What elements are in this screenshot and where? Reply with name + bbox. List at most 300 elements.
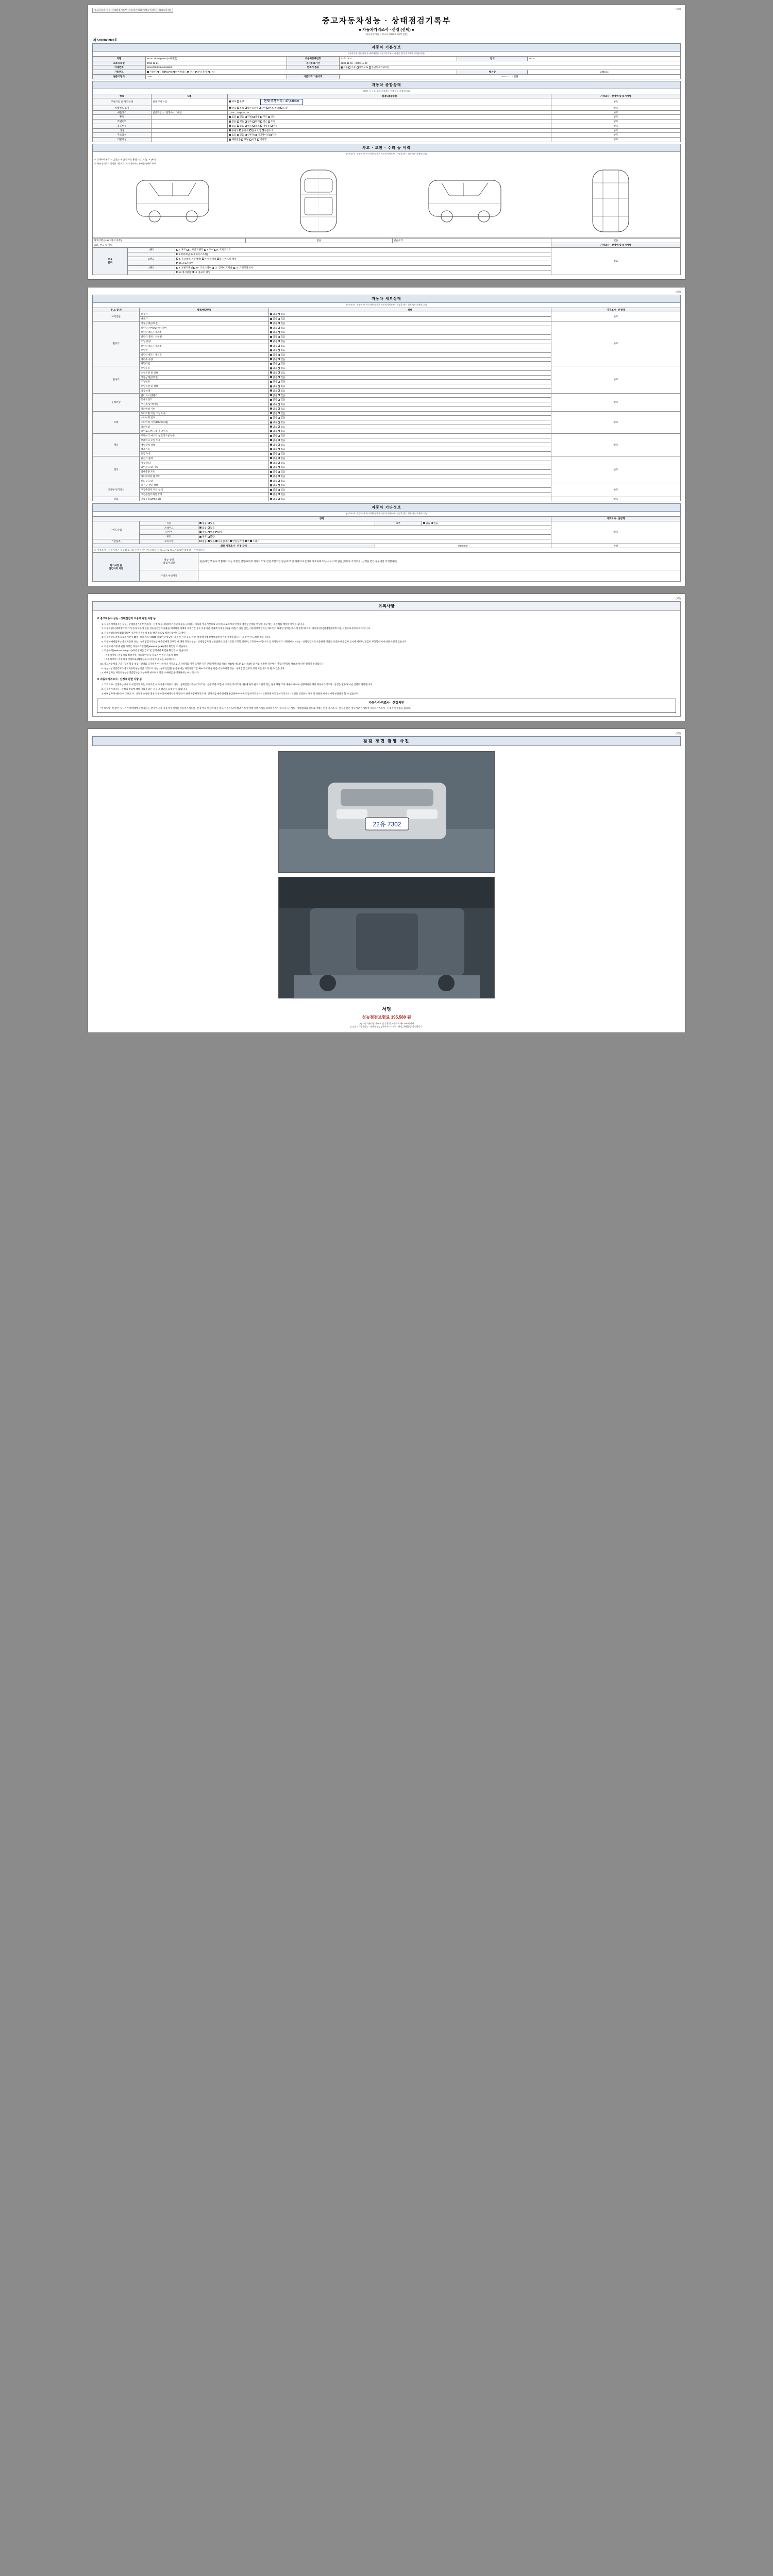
fuel-opt-6[interactable]: 기타 bbox=[208, 71, 215, 73]
status-opt[interactable]: 있음 bbox=[278, 426, 285, 428]
car-underbody-photo-icon bbox=[279, 877, 495, 998]
color-opt-2[interactable]: 전체도색 bbox=[249, 129, 261, 132]
use-opt-2[interactable]: 렌트 bbox=[245, 125, 252, 127]
status-opt[interactable]: 있음 bbox=[278, 498, 285, 500]
fuel-opt-4[interactable]: 전기 bbox=[187, 71, 194, 73]
detail-note: 양호 bbox=[551, 366, 680, 393]
emission-hc: 220ppm bbox=[236, 111, 245, 114]
etc-opts-4 bbox=[198, 539, 551, 544]
header-content: 내용 bbox=[152, 94, 228, 98]
table-row bbox=[93, 70, 681, 75]
use-opt-3[interactable]: 리스 bbox=[253, 125, 260, 127]
part-opt[interactable]: 11. 인사이드패널 bbox=[212, 266, 232, 269]
color-opt-0[interactable]: 무채색 bbox=[229, 129, 238, 132]
status-opt[interactable]: 없음 bbox=[270, 353, 277, 356]
status-opt[interactable]: 있음 bbox=[278, 345, 285, 347]
table-row bbox=[93, 393, 681, 398]
overall-detail-3 bbox=[228, 115, 551, 120]
rank-1-options bbox=[175, 248, 551, 252]
basic-info-band: 자동차 기본정보 bbox=[92, 43, 681, 52]
overall-item-0: 주행거리 및 계기상태 bbox=[93, 98, 152, 106]
status-opt[interactable]: 있음 bbox=[278, 367, 285, 369]
status-opt[interactable]: 있음 bbox=[278, 475, 285, 478]
value-inspection-period: 2008-11-01 ~ 2009-11-00 bbox=[340, 61, 681, 65]
recall-opt-3[interactable]: 미이행 bbox=[257, 138, 266, 141]
status-opt[interactable]: 없음 bbox=[270, 439, 277, 442]
recall-opt-0[interactable]: 해당없음 bbox=[229, 138, 241, 141]
part-opt[interactable]: 5.쿼터패널 4)(휠하우스포함) bbox=[176, 253, 208, 256]
status-opt[interactable]: 있음 bbox=[278, 480, 285, 482]
detail-part: 실내송풍 모터 bbox=[140, 470, 269, 474]
etc-opt[interactable]: 불량 bbox=[215, 531, 223, 533]
table-row bbox=[93, 548, 681, 553]
tuning-opt-4[interactable]: 구조 bbox=[260, 115, 267, 118]
status-opt[interactable]: 없음 bbox=[270, 340, 277, 343]
status-opt[interactable]: 있음 bbox=[278, 444, 285, 446]
status-opt[interactable]: 있음 bbox=[278, 313, 285, 315]
status-opt[interactable]: 없음 bbox=[270, 416, 277, 419]
appraisal-note-text bbox=[198, 570, 681, 582]
detail-group-engine: 원동기 bbox=[93, 321, 140, 366]
table-row bbox=[93, 544, 681, 548]
accident-band: 사고 · 교환 · 수리 등 이력 bbox=[92, 144, 681, 152]
vin-opt-3[interactable]: 상이 bbox=[259, 107, 266, 109]
overall-detail-0 bbox=[228, 98, 551, 106]
tuning-opt-0[interactable]: 없음 bbox=[229, 115, 236, 118]
status-opt[interactable]: 있음 bbox=[278, 358, 285, 361]
overall-item-4: 특별이력 bbox=[93, 120, 152, 124]
use-opt-5[interactable]: 관용 bbox=[271, 125, 278, 127]
etc-opt[interactable]: 양호 bbox=[199, 535, 207, 538]
rank-1-label: 1랭크 bbox=[128, 248, 175, 252]
trans-opt-3[interactable]: 무단변속기(CVT) bbox=[369, 66, 389, 69]
status-opt[interactable]: 없음 bbox=[270, 421, 277, 423]
etc-opt[interactable]: 없음 bbox=[423, 522, 430, 524]
status-opt[interactable]: 없음 bbox=[270, 389, 277, 392]
hist-opt-5[interactable]: 도난 bbox=[268, 120, 275, 123]
use-opt-0[interactable]: 없음 bbox=[229, 125, 236, 127]
status-opt[interactable]: 없음 bbox=[270, 466, 277, 468]
status-opt[interactable]: 없음 bbox=[270, 322, 277, 325]
part-opt[interactable]: 9. 프론트패널 bbox=[176, 266, 193, 269]
status-opt[interactable]: 있음 bbox=[278, 439, 285, 442]
page-3-number: (3쪽) bbox=[676, 597, 681, 600]
part-opt[interactable]: 2. 프론트펜더 bbox=[187, 248, 203, 251]
table-row bbox=[93, 110, 681, 115]
hist-opt-2[interactable]: 침수 bbox=[245, 120, 252, 123]
part-opt[interactable]: 4. 트렁크리드 bbox=[214, 248, 231, 251]
status-opt[interactable]: 없음 bbox=[270, 380, 277, 383]
fuel-opt-1[interactable]: 디젤 bbox=[157, 71, 164, 73]
etc-opt[interactable]: 있음 bbox=[208, 540, 215, 543]
tuning-opt-3[interactable]: 불법 bbox=[253, 115, 260, 118]
fee-value: 195,580 원 bbox=[391, 1014, 411, 1020]
opt-opt-1[interactable]: 있음 bbox=[237, 133, 244, 136]
status-opt[interactable]: 없음 bbox=[270, 367, 277, 369]
etc-opt[interactable]: 보통 bbox=[208, 531, 215, 533]
header-detail: 점검내용(기재) bbox=[228, 94, 551, 98]
detail-part: 충전구 절연 상태 bbox=[140, 483, 269, 488]
part-opt[interactable]: 12. 트렁크플로어 bbox=[233, 266, 253, 269]
table-row bbox=[93, 120, 681, 124]
opt-good[interactable]: 양호 bbox=[229, 100, 236, 103]
etc-opt[interactable]: 스패너 bbox=[250, 540, 259, 543]
car-diagram-left-side-icon bbox=[134, 167, 211, 234]
etc-note-value: 양호 bbox=[551, 521, 680, 544]
status-opt[interactable]: 있음 bbox=[278, 452, 285, 455]
etc-opt[interactable]: 있음 bbox=[208, 522, 215, 524]
overall-note-2: 양호 bbox=[551, 110, 680, 115]
part-opt[interactable]: 6. 루프패널(지붕패널) bbox=[176, 258, 201, 260]
status-opt[interactable]: 없음 bbox=[270, 358, 277, 361]
table-header-row bbox=[93, 517, 681, 521]
table-row bbox=[93, 483, 681, 488]
part-opt[interactable]: 8. 사이드실 패널 bbox=[217, 258, 237, 260]
part-opt[interactable]: 3. 도어 bbox=[204, 248, 214, 251]
status-opt[interactable]: 없음 bbox=[270, 394, 277, 397]
etc-opt[interactable]: 잭 bbox=[245, 540, 249, 543]
overall-content-2: 일산화탄소 / 탄화수소 / 매연 bbox=[152, 110, 228, 115]
status-opt[interactable]: 없음 bbox=[270, 335, 277, 338]
status-opt[interactable]: 없음 bbox=[270, 313, 277, 315]
appraisal-disclaimer-text: "가격조사 · 산정"은 실시기가 매매대행을 보장하는 것이 아니며, 자동차가 제시된 자동차가격조사 · 산정 부분 한정에 따른 참고 기준이 되며 해당 가격이 매매 시장 가격을 보장하지 아니합니다. 단, 성능 · 상태점검과 별도로 거래는 현재 가격조사 · 산정을 받은 경우에만 기재하며 자동차가격조사 · 산정자가 책임을 집니다. bbox=[100, 707, 411, 710]
status-opt[interactable]: 없음 bbox=[270, 426, 277, 428]
status-opt[interactable]: 있음 bbox=[278, 412, 285, 415]
detail-group-electric: 전기 bbox=[93, 456, 140, 483]
color-opt-1[interactable]: 유채색 bbox=[239, 129, 248, 132]
status-opt[interactable]: 없음 bbox=[270, 327, 277, 329]
etc-sub-0: 유동 bbox=[140, 521, 198, 526]
status-opt[interactable]: 있음 bbox=[278, 331, 285, 333]
detail-status bbox=[269, 380, 551, 384]
status-opt[interactable]: 있음 bbox=[278, 430, 285, 432]
hist-opt-3[interactable]: 화재 bbox=[253, 120, 260, 123]
status-opt[interactable]: 없음 bbox=[270, 362, 277, 365]
status-opt[interactable]: 있음 bbox=[278, 335, 285, 338]
special-note-sub: 성능·상태 점검자 의견 bbox=[140, 553, 198, 570]
status-opt[interactable]: 없음 bbox=[270, 457, 277, 460]
detail-group-hv-electric: 고전원 전기장치 bbox=[93, 483, 140, 497]
status-opt[interactable]: 있음 bbox=[278, 394, 285, 397]
detail-part: 실린더 헤드 / 개스킷 bbox=[140, 330, 269, 335]
status-opt[interactable]: 없음 bbox=[270, 345, 277, 347]
form-reference-tag: 중고자동차 성능·상태점검기록부 (자동차관리법 시행규칙 [별지 제82호서식]) bbox=[92, 8, 173, 13]
detail-part: 스티어링 펌프 bbox=[140, 416, 269, 420]
label-carname: 차명 bbox=[93, 57, 146, 61]
trans-opt-0[interactable]: 자동 bbox=[341, 66, 348, 69]
detail-part: 브레이크 오일 누유 bbox=[140, 438, 269, 443]
vin-opt-4[interactable]: 변조(변타) bbox=[266, 107, 280, 109]
status-opt[interactable]: 없음 bbox=[270, 493, 277, 496]
detail-band: 자동차 세부상태 bbox=[92, 295, 681, 303]
tuning-opt-1[interactable]: 있음 bbox=[237, 115, 244, 118]
detail-status bbox=[269, 339, 551, 344]
status-opt[interactable]: 있음 bbox=[278, 484, 285, 486]
recall-opt-1[interactable]: 해당 bbox=[241, 138, 248, 141]
detail-part: 오일유면 및 상태 bbox=[140, 370, 269, 375]
etc-header-item: 항목 bbox=[93, 517, 551, 521]
detail-group-transmission: 변속기 bbox=[93, 366, 140, 393]
detail-part: 고전원전기배선 상태 bbox=[140, 492, 269, 497]
status-opt[interactable]: 없음 bbox=[270, 470, 277, 473]
table-row bbox=[93, 57, 681, 61]
detail-status bbox=[269, 348, 551, 353]
status-opt[interactable]: 있음 bbox=[278, 398, 285, 401]
status-opt[interactable]: 있음 bbox=[278, 457, 285, 460]
status-opt[interactable]: 있음 bbox=[278, 371, 285, 374]
opt-bad[interactable]: 불량 bbox=[237, 100, 244, 103]
tuning-opt-5[interactable]: 장치 bbox=[268, 115, 275, 118]
detail-status bbox=[269, 434, 551, 438]
hist-opt-0[interactable]: 없음 bbox=[229, 120, 236, 123]
table-row bbox=[93, 243, 681, 247]
detail-status bbox=[269, 321, 551, 326]
part-opt[interactable]: 13.대시패널 bbox=[176, 271, 191, 274]
status-opt[interactable]: 있음 bbox=[278, 376, 285, 379]
detail-note: 양호 bbox=[551, 456, 680, 483]
status-opt[interactable]: 있음 bbox=[278, 349, 285, 351]
overall-content-4 bbox=[152, 120, 228, 124]
status-opt[interactable]: 없음 bbox=[270, 385, 277, 387]
status-opt[interactable]: 없음 bbox=[270, 331, 277, 333]
table-row bbox=[93, 321, 681, 326]
opt-opt-4[interactable]: 기타 bbox=[270, 133, 277, 136]
status-opt[interactable]: 있음 bbox=[278, 434, 285, 437]
notice-subitem: - 자동차이력 : 자동차의 정비이력, 자동차이력 등 정보가 연결된 자동차 정보 bbox=[104, 653, 178, 656]
notice-item: 3. 매매업자가 매수인이 거래조사 · 산정을 요청한 경우 자동차의 매매계약을 체결하기 전에 자동차가격조사 · 산정서를 매수인에게 발급하여야 하며 자동차가격조사 · 산정자에게 자동차가격조사 · 산정을 의뢰하는 경우 이 비용을 매수인에게 부담하게 할 수 없습니다. bbox=[104, 692, 676, 696]
detail-part: 유압 누유 bbox=[140, 452, 269, 456]
part-opt[interactable]: 7. 필러패널 bbox=[202, 258, 216, 260]
overall-detail-2 bbox=[228, 110, 551, 115]
status-opt[interactable]: 없음 bbox=[270, 403, 277, 405]
detail-part: 윈도우 모터 bbox=[140, 479, 269, 483]
trans-opt-1[interactable]: 수동 bbox=[348, 66, 356, 69]
part-opt[interactable]: 1. 후드 bbox=[176, 248, 186, 251]
etc-opt[interactable]: 불량 bbox=[208, 535, 215, 538]
etc-opt[interactable]: 안전삼각대 bbox=[230, 540, 244, 543]
table-row bbox=[93, 238, 681, 243]
status-opt[interactable]: 없음 bbox=[270, 488, 277, 491]
color-opt-3[interactable]: 부분도색 bbox=[262, 129, 274, 132]
detail-part: 원동기 bbox=[140, 312, 269, 317]
status-opt[interactable]: 없음 bbox=[270, 462, 277, 464]
opt-opt-3[interactable]: 내비게이션 bbox=[255, 133, 268, 136]
detail-status bbox=[269, 438, 551, 443]
overall-note: (점검 시, 구조·골격, 가격조사·산정 항목 기재합니다) bbox=[92, 89, 681, 94]
status-opt[interactable]: 있음 bbox=[278, 488, 285, 491]
header-item: 항목 bbox=[93, 94, 152, 98]
detail-part: 클러치 어셈블리 bbox=[140, 393, 269, 398]
status-opt[interactable]: 있음 bbox=[278, 416, 285, 419]
etc-opt[interactable]: 사용설명서 bbox=[215, 540, 229, 543]
detail-status bbox=[269, 470, 551, 474]
detail-part: 작동상태(공회전) bbox=[140, 375, 269, 380]
status-opt[interactable]: 있음 bbox=[278, 448, 285, 450]
footer-line-2: [ Y ] 중고자동차성능 · 상태를 점검 [ 자동차가격조사 · 산정 ] 하였음을 확인합니다. bbox=[350, 1025, 423, 1028]
overall-note-3: 양호 bbox=[551, 115, 680, 120]
notice-item: 4. 자동차인도일부터 보증기간이 30일, 보증거리가 2000 킬로미터에 닿는 내(먼저 기간 등을 이상, 보증액이에 선행보증하여 이하이어야 합니다. 그 중 먼저 도래한 것을 적용). bbox=[104, 636, 676, 639]
status-opt[interactable]: 있음 bbox=[278, 340, 285, 343]
status-opt[interactable]: 있음 bbox=[278, 385, 285, 387]
detail-status bbox=[269, 492, 551, 497]
etc-opt[interactable]: 있음 bbox=[208, 527, 215, 529]
vin-opt-2[interactable]: 훼손(오손) bbox=[245, 107, 258, 109]
status-opt[interactable]: 없음 bbox=[270, 376, 277, 379]
etc-opt[interactable]: 없음 bbox=[199, 540, 207, 543]
page-2 bbox=[88, 287, 685, 586]
footer-line-1: [ * ] 자동차관리법 제58조 및 같은 법 시행규칙 제120조에 따라 bbox=[359, 1022, 414, 1025]
status-opt[interactable]: 없음 bbox=[270, 498, 277, 500]
recall-opt-2[interactable]: 이행 bbox=[249, 138, 257, 141]
parts-note-value: 없음 bbox=[551, 248, 680, 275]
notice-heading-2: ※ 자동차가격조사 · 산정에 관한 사항 등 bbox=[97, 677, 142, 681]
car-front-photo-icon bbox=[279, 752, 495, 873]
detail-group-self-diagnosis: 자기진단 bbox=[93, 312, 140, 321]
detail-status bbox=[269, 425, 551, 429]
table-row bbox=[93, 497, 681, 501]
status-opt[interactable]: 있음 bbox=[278, 470, 285, 473]
tuning-opt-2[interactable]: 적법 bbox=[245, 115, 252, 118]
status-opt[interactable]: 있음 bbox=[278, 462, 285, 464]
detail-status bbox=[269, 398, 551, 402]
table-row bbox=[93, 312, 681, 317]
fuel-opt-2[interactable]: LPG bbox=[164, 71, 172, 73]
status-opt[interactable]: 있음 bbox=[278, 380, 285, 383]
status-opt[interactable]: 있음 bbox=[278, 403, 285, 405]
etc-table bbox=[92, 516, 681, 582]
table-row bbox=[93, 128, 681, 133]
detail-status bbox=[269, 483, 551, 488]
value-carname: A6 40 TFSI quattro (4세대급) bbox=[145, 57, 287, 61]
vin-opt-1[interactable]: 부식 bbox=[237, 107, 244, 109]
label-transmission: 변속기 종류 bbox=[287, 65, 340, 70]
special-note-text: 판금/파인 부분/도색 불량이 기능 부분은 결함/내외부 세차처리 및 간단 부분적인 판금/도색 및 차량의 보존상태 양호하며 도난/사고 이력 없음 (자동차 가격조사 · 산정을 받은 경우에만 기재합니다) bbox=[198, 553, 681, 570]
overall-content-8 bbox=[152, 138, 228, 142]
etc-opts-1 bbox=[198, 526, 551, 530]
accident-parts-table bbox=[92, 247, 681, 275]
overall-content-5 bbox=[152, 124, 228, 128]
detail-note: 양호 bbox=[551, 393, 680, 411]
opt-opt-0[interactable]: 없음 bbox=[229, 133, 236, 136]
status-opt[interactable]: 없음 bbox=[270, 448, 277, 450]
notice-item: 1. 자동차매매업자는 성능 · 상태점검기록부(자동차 · 산정 내용 제외)에 기재된 내용을 고지하지 아니하거나 거짓으로 고지할(으로써 매수인에게 재산상 손해를 발생한 경우에는 그 손해를 배상할 책임을 집니다. bbox=[104, 623, 676, 626]
status-opt[interactable]: 있음 bbox=[278, 317, 285, 320]
etc-opt[interactable]: 양호 bbox=[199, 531, 207, 533]
table-row bbox=[93, 248, 681, 252]
status-opt[interactable]: 없음 bbox=[270, 408, 277, 410]
etc-opts-0 bbox=[198, 521, 375, 526]
fuel-opt-3[interactable]: 하이브리드 bbox=[173, 71, 187, 73]
detail-status bbox=[269, 429, 551, 434]
status-opt[interactable]: 없음 bbox=[270, 484, 277, 486]
fuel-opt-5[interactable]: 수소전기 bbox=[195, 71, 207, 73]
notice-item: 7. 자동차의(www.car365.go.kr)에서 실제를 검토 및 입력에서 확인을 확인할 수 있습니다. bbox=[104, 649, 676, 653]
rank-3-options bbox=[175, 266, 551, 270]
vin-opt-0[interactable]: 양호 bbox=[229, 107, 236, 109]
table-row bbox=[93, 61, 681, 65]
page-3 bbox=[88, 594, 685, 721]
part-opt[interactable]: 10.크로스멤버 bbox=[176, 262, 194, 264]
hist-opt-1[interactable]: 있음 bbox=[237, 120, 244, 123]
etc-opt[interactable]: 없음 bbox=[199, 527, 207, 529]
status-opt[interactable]: 없음 bbox=[270, 434, 277, 437]
detail-header-note: 가격조사 · 산정액 bbox=[551, 308, 680, 312]
use-opt-4[interactable]: 영업용 bbox=[260, 125, 270, 127]
simple-repair-label: 단순수리 bbox=[392, 238, 551, 243]
detail-part: 오일팬 bbox=[140, 348, 269, 353]
notice-body bbox=[92, 611, 681, 717]
status-opt[interactable]: 있음 bbox=[278, 466, 285, 468]
emission-co: 0.7% bbox=[229, 111, 234, 114]
etc-opts-2 bbox=[198, 530, 551, 535]
status-opt[interactable]: 없음 bbox=[270, 398, 277, 401]
notice-item: 11. 성능 · 상태점검자가 중고자동차성능기간 거짓으로 성능 · 상태 점검을 한 경우에는 자동차관리법 제80조에 따른 벌금이 부과되며 성능 · 상태점검 업무의 정지 또는 취소가 될 수 있습니다. bbox=[104, 667, 676, 671]
trans-opt-2[interactable]: 세미오토 bbox=[357, 66, 368, 69]
overall-note-4: 양호 bbox=[551, 120, 680, 124]
overall-detail-4 bbox=[228, 120, 551, 124]
status-opt[interactable]: 없음 bbox=[270, 475, 277, 478]
status-opt[interactable]: 있음 bbox=[278, 493, 285, 496]
status-opt[interactable]: 없음 bbox=[270, 371, 277, 374]
etc-rightopts-0 bbox=[422, 521, 551, 526]
status-opt[interactable]: 있음 bbox=[278, 353, 285, 356]
detail-status bbox=[269, 474, 551, 479]
page-1-number: (1쪽) bbox=[676, 8, 681, 10]
status-opt[interactable]: 있음 bbox=[278, 389, 285, 392]
etc-opt[interactable]: 없음 bbox=[199, 522, 207, 524]
detail-status bbox=[269, 326, 551, 330]
fuel-opt-0[interactable]: 가솔린 bbox=[147, 71, 156, 73]
status-opt[interactable]: 없음 bbox=[270, 444, 277, 446]
part-opt[interactable]: 10. 크로스멤버 bbox=[193, 266, 211, 269]
opt-opt-2[interactable]: 선루프 bbox=[245, 133, 254, 136]
status-opt[interactable]: 없음 bbox=[270, 452, 277, 455]
fee-label: 성능점검보험료 bbox=[362, 1014, 390, 1020]
rank-2-label: 2랭크 bbox=[128, 257, 175, 261]
etc-sub-2: 타이어 bbox=[140, 530, 198, 535]
status-opt[interactable]: 있음 bbox=[278, 408, 285, 410]
use-opt-1[interactable]: 있음 bbox=[237, 125, 244, 127]
final-price-unit: 만원 bbox=[551, 544, 680, 548]
detail-status bbox=[269, 452, 551, 456]
hist-opt-4[interactable]: 전손 bbox=[260, 120, 267, 123]
etc-group-sideslip: 사이드슬립 bbox=[93, 521, 140, 539]
part-opt[interactable]: 14. 플로어 패널 bbox=[192, 271, 210, 274]
exchange-history-label: 교환, 판금 등 이력 bbox=[93, 243, 551, 247]
detail-part: 스티어링 기어(MDPS포함) bbox=[140, 420, 269, 425]
etc-rightsub-0: 내부 bbox=[375, 521, 422, 526]
status-opt[interactable]: 없음 bbox=[270, 317, 277, 320]
status-opt[interactable]: 없음 bbox=[270, 349, 277, 351]
status-opt[interactable]: 없음 bbox=[270, 480, 277, 482]
status-opt[interactable]: 없음 bbox=[270, 430, 277, 432]
status-opt[interactable]: 있음 bbox=[278, 327, 285, 329]
status-opt[interactable]: 있음 bbox=[278, 362, 285, 365]
table-row bbox=[93, 124, 681, 128]
table-header-row bbox=[93, 94, 681, 98]
detail-part: 동력조향 작동 오일 누유 bbox=[140, 411, 269, 416]
vin-opt-5[interactable]: 도말 bbox=[280, 107, 288, 109]
etc-opt[interactable]: 있음 bbox=[431, 522, 438, 524]
label-engine-type: 원동기형식 bbox=[93, 74, 146, 79]
table-row bbox=[93, 456, 681, 461]
table-row bbox=[93, 553, 681, 570]
status-opt[interactable]: 없음 bbox=[270, 412, 277, 415]
notice-item: 1. 가격조사 · 산정자는 매매의 성립기가 또는 보증기간 이내에 중고자동차 성능 · 상태점검기록부(가격조사 · 산정 부분 포함)에 기재된 가격조사 내용에 따라 필요 오류가 있는 경우 해당 조사 내용에 대하여 설명하여야 하며 자동차가격조사 · 산정은 필수가 아닌 선택적 사항입니다. bbox=[104, 683, 676, 687]
detail-part: 브레이크 마스터 실린더오일 누유 bbox=[140, 434, 269, 438]
status-opt[interactable]: 있음 bbox=[278, 421, 285, 423]
status-opt[interactable]: 있음 bbox=[278, 322, 285, 325]
